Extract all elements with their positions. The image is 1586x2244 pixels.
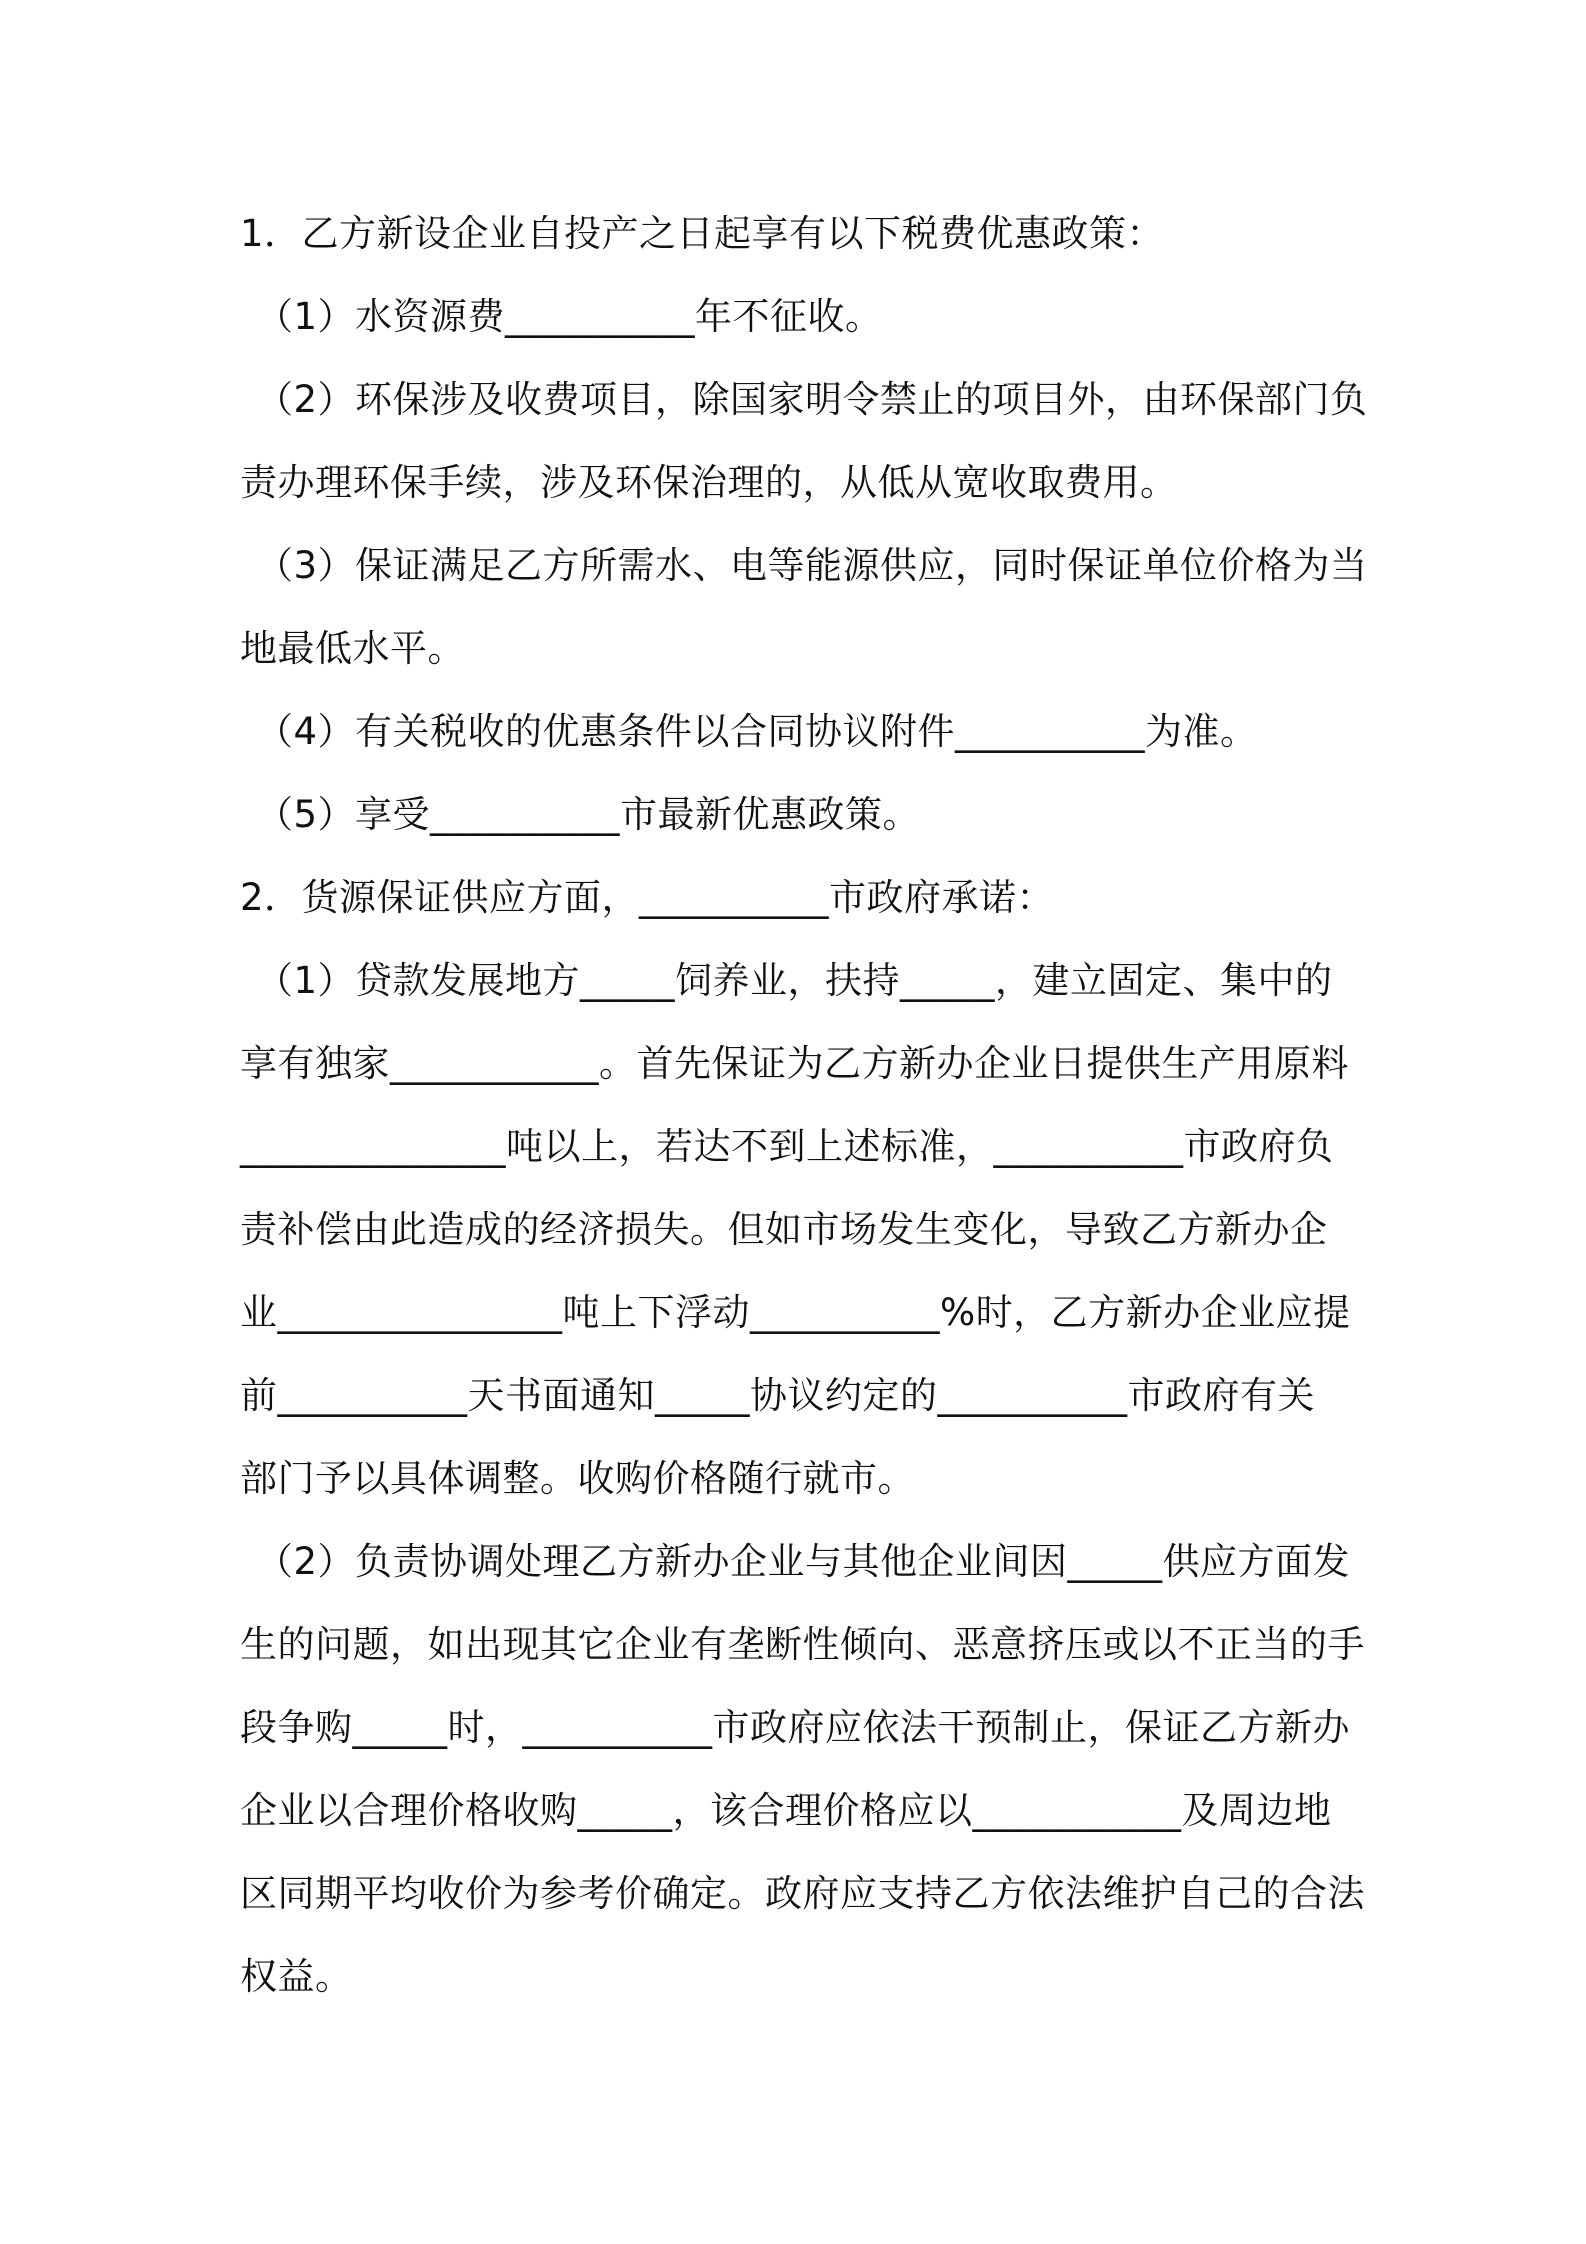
clause-2-1-line-3: ______________吨以上，若达不到上述标准，__________市政府负: [240, 1125, 1334, 1168]
section-2-heading: 2．货源保证供应方面，__________市政府承诺：: [240, 876, 1055, 919]
clause-2-2-line-6: 权益。: [240, 1955, 353, 1998]
clause-2-1-line-7: 部门予以具体调整。收购价格随行就市。: [240, 1457, 915, 1500]
clause-2-1-line-2: 享有独家___________。首先保证为乙方新办企业日提供生产用原料: [240, 1042, 1349, 1085]
clause-1-1: （1）水资源费__________年不征收。: [256, 295, 883, 338]
clause-1-4: （4）有关税收的优惠条件以合同协议附件__________为准。: [256, 710, 1258, 753]
section-1-heading: 1．乙方新设企业自投产之日起享有以下税费优惠政策：: [240, 212, 1165, 255]
clause-2-2-line-1: （2）负责协调处理乙方新办企业与其他企业间因_____供应方面发: [256, 1540, 1351, 1583]
clause-1-5: （5）享受__________市最新优惠政策。: [256, 793, 921, 836]
clause-2-1-line-6: 前__________天书面通知_____协议约定的__________市政府有关: [240, 1374, 1315, 1417]
clause-1-3-line-1: （3）保证满足乙方所需水、电等能源供应，同时保证单位价格为当: [256, 544, 1368, 587]
clause-2-2-line-2: 生的问题，如出现其它企业有垄断性倾向、恶意挤压或以不正当的手: [240, 1623, 1365, 1666]
clause-1-3-line-2: 地最低水平。: [240, 627, 465, 670]
clause-1-2-line-2: 责办理环保手续，涉及环保治理的，从低从宽收取费用。: [240, 461, 1178, 504]
clause-2-1-line-4: 责补偿由此造成的经济损失。但如市场发生变化，导致乙方新办企: [240, 1208, 1328, 1251]
clause-2-2-line-3: 段争购_____时，__________市政府应依法干预制止，保证乙方新办: [240, 1706, 1350, 1749]
clause-2-2-line-4: 企业以合理价格收购_____，该合理价格应以___________及周边地: [240, 1789, 1332, 1832]
clause-2-1-line-5: 业_______________吨上下浮动__________%时，乙方新办企业应提: [240, 1291, 1351, 1334]
clause-2-2-line-5: 区同期平均收价为参考价确定。政府应支持乙方依法维护自己的合法: [240, 1872, 1365, 1915]
clause-2-1-line-1: （1）贷款发展地方_____饲养业，扶持_____，建立固定、集中的: [256, 959, 1333, 1002]
document-body: [240, 192, 1368, 2018]
clause-1-2-line-1: （2）环保涉及收费项目，除国家明令禁止的项目外，由环保部门负: [256, 378, 1368, 421]
